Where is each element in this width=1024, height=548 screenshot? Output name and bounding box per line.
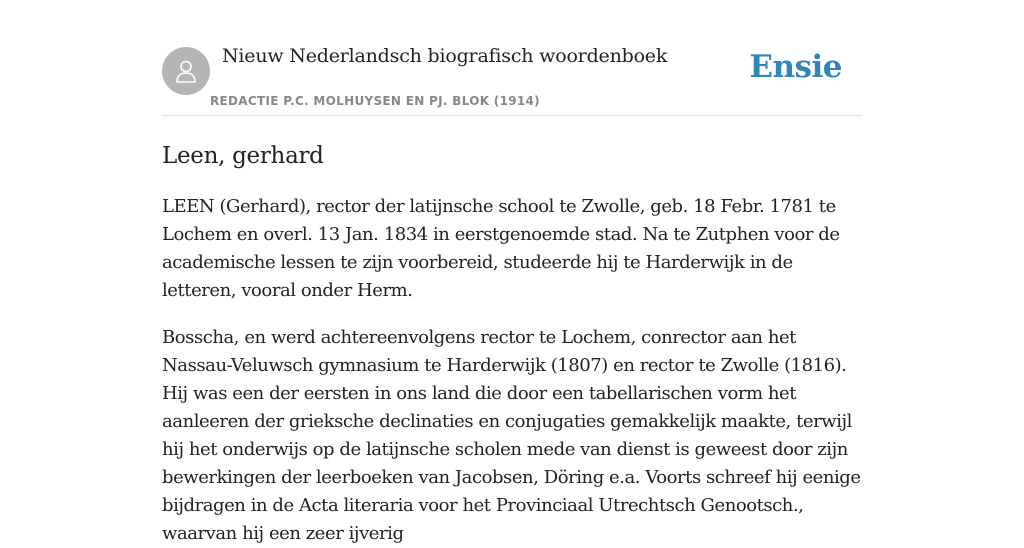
article-paragraph: LEEN (Gerhard), rector der latijnsche school te Zwolle, geb. 18 Febr. 1781 te Lochem en overl. 13 Jan. 1834 in eerstgenoemde stad. Na te Zutphen voor de academische lessen te zijn voorbereid, studeerde hij te Harderwijk in de letteren, vooral onder Herm. [162, 196, 840, 301]
avatar[interactable] [162, 47, 210, 95]
article-paragraph: Bosscha, en werd achtereenvolgens rector te Lochem, conrector aan het Nassau-Veluwsch gymnasium te Harderwijk (1807) en rector te Zwolle (1816). Hij was een der eersten in ons land die door een tabellarischen vorm het aanleeren der grieksche declinaties en conjugaties gemakkelijk maakte, terwijl hij het onderwijs op de latijnsche scholen mede van dienst is geweest door zijn bewerkingen der leerboeken van Jacobsen, Döring e.a. Voorts schreef hij eenige bijdragen in de Acta literaria voor het Provinciaal Utrechtsch Genootsch., waarvan hij een zeer ijverig [162, 327, 861, 544]
user-avatar-icon [172, 57, 200, 85]
source-subtitle: REDACTIE P.C. MOLHUYSEN EN PJ. BLOK (1914) [210, 94, 540, 108]
source-header [162, 0, 862, 116]
ensie-logo[interactable]: Ensie [749, 49, 842, 85]
source-title[interactable]: Nieuw Nederlandsch biografisch woordenboek [222, 45, 668, 67]
content-container [162, 0, 862, 548]
article-title: Leen, gerhard [162, 143, 324, 169]
